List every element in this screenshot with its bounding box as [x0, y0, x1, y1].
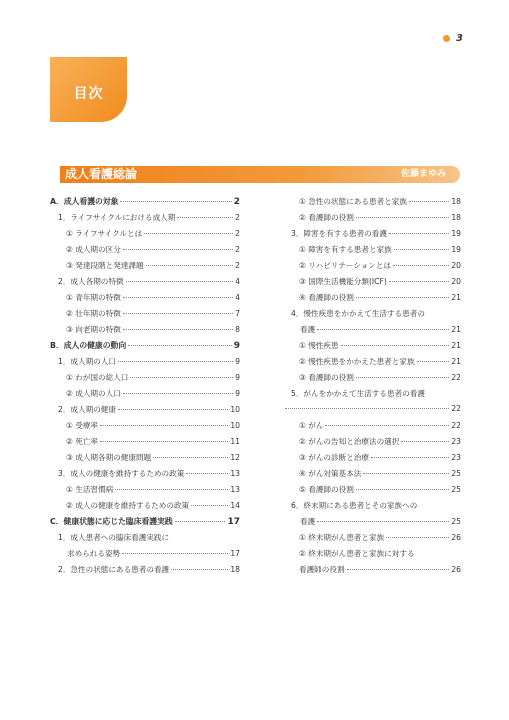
leader-dots: [409, 201, 449, 202]
toc-entry-label: 2．成人各期の特徴: [58, 277, 124, 286]
leader-dots: [356, 297, 450, 298]
leader-dots: [317, 521, 449, 522]
toc-entry[interactable]: [50, 340, 240, 356]
toc-entry-label: C．健康状態に応じた臨床看護実践: [50, 517, 173, 526]
leader-dots: [123, 313, 233, 314]
toc-entry-label: 1．成人期の人口: [58, 357, 116, 366]
toc-entry[interactable]: [50, 468, 240, 484]
toc-entry-page: 25: [451, 485, 461, 494]
toc-entry[interactable]: [50, 516, 240, 532]
leader-dots: [285, 408, 449, 409]
toc-entry-page: 18: [451, 197, 461, 206]
toc-entry-label: 看護: [300, 517, 316, 526]
toc-entry-label: ② 成人期の区分: [66, 245, 121, 254]
toc-entry-label: B．成人の健康の動向: [50, 341, 127, 350]
toc-entry[interactable]: [50, 260, 240, 276]
toc-entry-label: 2．急性の状態にある患者の看護: [58, 565, 170, 574]
toc-entry[interactable]: [283, 260, 461, 276]
leader-dots: [363, 473, 449, 474]
toc-entry[interactable]: [283, 308, 461, 324]
toc-entry-label: ② 死亡率: [66, 437, 99, 446]
toc-entry-page: 4: [235, 293, 240, 302]
toc-entry[interactable]: [50, 228, 240, 244]
toc-entry[interactable]: [50, 276, 240, 292]
toc-entry[interactable]: [50, 388, 240, 404]
toc-entry[interactable]: [283, 452, 461, 468]
toc-entry-page: 9: [235, 357, 240, 366]
toc-entry-page: 9: [233, 341, 240, 351]
toc-entry-label: ① 受療率: [66, 421, 99, 430]
toc-column-left: [50, 196, 240, 580]
toc-entry-label: ③ がんの診断と治療: [299, 453, 369, 462]
toc-entry-label: ③ 向老期の特徴: [66, 325, 121, 334]
toc-entry-page: 2: [235, 229, 240, 238]
toc-entry-page: 25: [451, 517, 461, 526]
toc-entry-page: 26: [451, 533, 461, 542]
toc-entry-page: 21: [451, 293, 461, 302]
toc-entry-page: 20: [451, 277, 461, 286]
leader-dots: [146, 265, 234, 266]
toc-entry[interactable]: [283, 196, 461, 212]
toc-entry-page: 25: [451, 469, 461, 478]
section-title: 成人看護総論: [65, 167, 138, 181]
toc-entry[interactable]: [50, 500, 240, 516]
toc-entry[interactable]: [50, 532, 240, 548]
toc-entry-page: 2: [235, 261, 240, 270]
toc-entry[interactable]: [283, 484, 461, 500]
toc-entry-label: 1．成人患者への臨床看護実践に: [58, 533, 170, 542]
orange-dot-icon: [443, 35, 450, 42]
toc-entry-page: 20: [451, 261, 461, 270]
toc-entry-label: 1．ライフサイクルにおける成人期: [58, 213, 176, 222]
leader-dots: [317, 329, 449, 330]
leader-dots: [100, 441, 228, 442]
toc-entry-label: ① わが国の総人口: [66, 373, 129, 382]
leader-dots: [371, 457, 449, 458]
toc-entry-label: ③ 看護師の役割: [299, 373, 354, 382]
toc-entry[interactable]: [283, 340, 461, 356]
page-number-area: [443, 33, 463, 44]
leader-dots: [356, 377, 450, 378]
leader-dots: [356, 489, 450, 490]
toc-entry-page: 9: [235, 373, 240, 382]
toc-entry-page: 4: [235, 277, 240, 286]
leader-dots: [118, 361, 233, 362]
toc-entry[interactable]: [283, 212, 461, 228]
toc-entry[interactable]: [283, 500, 461, 516]
toc-entry[interactable]: [50, 324, 240, 340]
leader-dots: [389, 233, 449, 234]
toc-entry[interactable]: [50, 292, 240, 308]
toc-entry-page: 21: [451, 325, 461, 334]
toc-entry-label: 2．成人期の健康: [58, 405, 116, 414]
toc-entry[interactable]: [283, 564, 461, 580]
leader-dots: [401, 441, 449, 442]
toc-entry[interactable]: [50, 436, 240, 452]
leader-dots: [417, 361, 450, 362]
toc-entry[interactable]: [283, 356, 461, 372]
leader-dots: [191, 505, 228, 506]
toc-entry-page: 26: [451, 565, 461, 574]
toc-entry-page: 17: [227, 517, 240, 527]
toc-entry-label: ② 看護師の役割: [299, 213, 354, 222]
toc-entry-label: ① 終末期がん患者と家族: [299, 533, 385, 542]
toc-entry-label: ① がん: [299, 421, 324, 430]
leader-dots: [123, 249, 233, 250]
toc-entry-label: ① ライフサイクルとは: [66, 229, 143, 238]
toc-entry-label: ② リハビリテーションとは: [299, 261, 392, 270]
toc-entry-label: 3．成人の健康を維持するための政策: [58, 469, 185, 478]
leader-dots: [393, 265, 449, 266]
leader-dots: [123, 393, 233, 394]
leader-dots: [171, 569, 228, 570]
toc-entry-page: 21: [451, 357, 461, 366]
toc-entry-label: 看護: [300, 325, 316, 334]
toc-entry-page: 19: [451, 245, 461, 254]
toc-entry[interactable]: [50, 308, 240, 324]
toc-entry-label: ② 成人期の人口: [66, 389, 121, 398]
leader-dots: [123, 297, 233, 298]
toc-entry-page: 7: [235, 309, 240, 318]
toc-entry-page: 18: [451, 213, 461, 222]
toc-entry[interactable]: [283, 228, 461, 244]
section-header-bar: [60, 166, 460, 183]
toc-entry-label: ① 障害を有する患者と家族: [299, 245, 392, 254]
toc-entry[interactable]: [283, 420, 461, 436]
toc-entry-label: 求められる姿勢: [67, 549, 121, 558]
leader-dots: [130, 377, 233, 378]
toc-entry-label: ② 終末期がん患者と家族に対する: [299, 549, 415, 558]
toc-entry-label: ② 成人の健康を維持するための政策: [66, 501, 190, 510]
toc-entry-page: 10: [230, 405, 240, 414]
leader-dots: [123, 329, 233, 330]
leader-dots: [126, 281, 234, 282]
toc-entry-page: 11: [230, 437, 240, 446]
toc-entry-page: 17: [230, 549, 240, 558]
toc-entry-page: 13: [230, 469, 240, 478]
leader-dots: [153, 457, 228, 458]
toc-entry-label: ① 生活習慣病: [66, 485, 114, 494]
toc-entry[interactable]: [50, 404, 240, 420]
leader-dots: [347, 569, 450, 570]
leader-dots: [389, 281, 450, 282]
toc-entry-page: 10: [230, 421, 240, 430]
toc-badge-label: 目次: [73, 85, 104, 102]
toc-entry[interactable]: [283, 388, 461, 404]
toc-entry[interactable]: [283, 244, 461, 260]
toc-entry-label: 4．慢性疾患をかかえて生活する患者の: [291, 309, 425, 318]
toc-entry-label: ② がんの告知と治療法の選択: [299, 437, 400, 446]
toc-entry-page: 12: [230, 453, 240, 462]
toc-entry[interactable]: [283, 436, 461, 452]
toc-entry[interactable]: [283, 292, 461, 308]
toc-entry[interactable]: [50, 452, 240, 468]
toc-entry[interactable]: [283, 404, 461, 420]
toc-entry-page: 8: [235, 325, 240, 334]
toc-entry-page: 22: [451, 404, 461, 413]
leader-dots: [186, 473, 228, 474]
leader-dots: [115, 489, 228, 490]
toc-entry-page: 9: [235, 389, 240, 398]
toc-entry-label: 看護師の役割: [299, 565, 345, 574]
toc-entry[interactable]: [50, 244, 240, 260]
toc-entry-label: ⑤ 看護師の役割: [299, 485, 354, 494]
toc-entry[interactable]: [50, 356, 240, 372]
toc-entry-label: A．成人看護の対象: [50, 197, 119, 206]
leader-dots: [175, 521, 226, 522]
toc-entry[interactable]: [50, 196, 240, 212]
toc-entry-label: ① 急性の状態にある患者と家族: [299, 197, 407, 206]
toc-entry[interactable]: [283, 468, 461, 484]
leader-dots: [341, 345, 450, 346]
leader-dots: [122, 553, 228, 554]
toc-entry-page: 22: [451, 373, 461, 382]
toc-entry-label: ③ 国際生活機能分類(ICF): [299, 277, 387, 286]
leader-dots: [177, 217, 233, 218]
toc-entry[interactable]: [50, 564, 240, 580]
leader-dots: [128, 345, 232, 346]
toc-entry-page: 14: [230, 501, 240, 510]
toc-entry[interactable]: [50, 212, 240, 228]
toc-entry-label: ① 青年期の特徴: [66, 293, 121, 302]
toc-entry[interactable]: [50, 484, 240, 500]
leader-dots: [118, 409, 228, 410]
leader-dots: [120, 201, 231, 202]
toc-entry-label: ② 慢性疾患をかかえた患者と家族: [299, 357, 415, 366]
toc-entry[interactable]: [283, 516, 461, 532]
toc-entry-label: ① 慢性疾患: [299, 341, 339, 350]
toc-entry[interactable]: [283, 276, 461, 292]
leader-dots: [356, 217, 450, 218]
toc-entry-label: ④ がん対策基本法: [299, 469, 362, 478]
toc-entry-page: 13: [230, 485, 240, 494]
toc-entry[interactable]: [283, 532, 461, 548]
toc-entry-page: 2: [233, 197, 240, 207]
leader-dots: [144, 233, 233, 234]
page-number: 3: [456, 33, 463, 44]
toc-entry-label: ④ 看護師の役割: [299, 293, 354, 302]
leader-dots: [394, 249, 450, 250]
toc-entry[interactable]: [283, 548, 461, 564]
toc-entry-label: 6．終末期にある患者とその家族への: [291, 501, 418, 510]
toc-entry-page: 21: [451, 341, 461, 350]
toc-entry[interactable]: [50, 420, 240, 436]
toc-entry-label: ③ 発達段階と発達課題: [66, 261, 144, 270]
leader-dots: [100, 425, 228, 426]
toc-badge: [50, 57, 127, 122]
leader-dots: [325, 425, 449, 426]
toc-entry-page: 23: [451, 453, 461, 462]
section-author: 佐藤まゆみ: [400, 169, 446, 179]
toc-entry-label: ③ 成人期各期の健康問題: [66, 453, 152, 462]
toc-entry-page: 19: [451, 229, 461, 238]
toc-column-right: [283, 196, 461, 580]
toc-entry-page: 22: [451, 421, 461, 430]
toc-entry-page: 2: [235, 245, 240, 254]
toc-entry-label: 5．がんをかかえて生活する患者の看護: [291, 389, 425, 398]
toc-entry-page: 2: [235, 213, 240, 222]
toc-entry[interactable]: [50, 372, 240, 388]
toc-entry[interactable]: [283, 324, 461, 340]
toc-entry[interactable]: [50, 548, 240, 564]
leader-dots: [386, 537, 449, 538]
toc-entry-page: 23: [451, 437, 461, 446]
toc-entry[interactable]: [283, 372, 461, 388]
toc-entry-label: ② 壮年期の特徴: [66, 309, 121, 318]
toc-entry-label: 3．障害を有する患者の看護: [291, 229, 387, 238]
toc-entry-page: 18: [230, 565, 240, 574]
